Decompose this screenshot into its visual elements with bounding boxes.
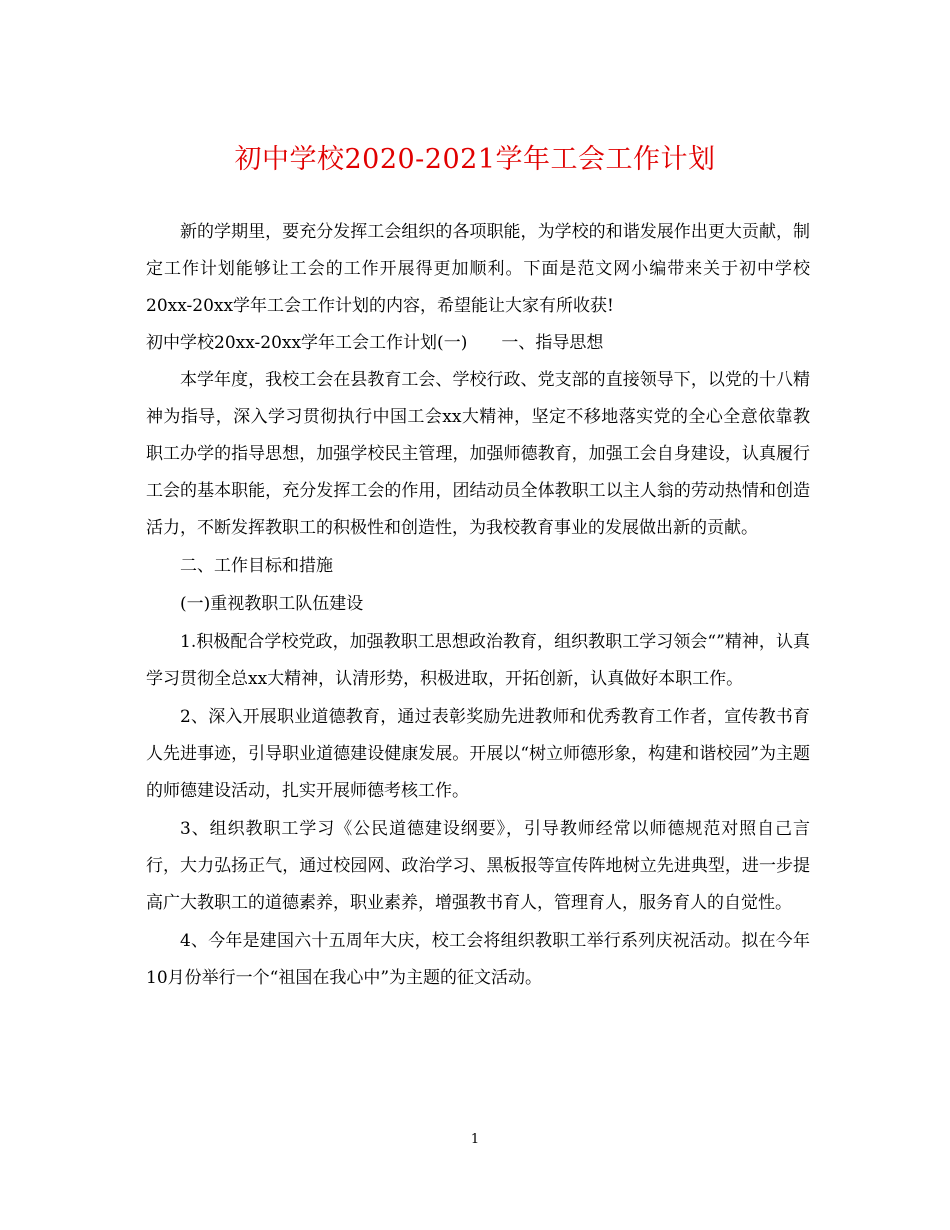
- section-two-heading: 二、工作目标和措施: [180, 556, 333, 576]
- section-one-heading: 一、指导思想: [501, 333, 604, 353]
- page-number: 1: [470, 1132, 480, 1147]
- list-item-2: 2、深入开展职业道德教育，通过表彰奖励先进教师和优秀教育工作者，宣传教书育人先进事迹，引导职业道德建设健康发展。开展以“树立师德形象，构建和谐校园”为主题的师德建设活动，扎实开展师德考核工作。: [146, 707, 810, 801]
- list-item-4: 4、今年是建国六十五周年大庆，校工会将组织教职工举行系列庆祝活动。拟在今年10月份举行一个“祖国在我心中”为主题的征文活动。: [146, 931, 810, 988]
- list-item-1: 1.积极配合学校党政，加强教职工思想政治教育，组织教职工学习领会“”精神，认真学习贯彻全总xx大精神，认清形势，积极进取，开拓创新，认真做好本职工作。: [146, 632, 810, 689]
- document-title: 初中学校2020-2021学年工会工作计划: [234, 144, 716, 175]
- list-item-3: 3、组织教职工学习《公民道德建设纲要》，引导教师经常以师德规范对照自己言行，大力弘扬正气，通过校园网、政治学习、黑板报等宣传阵地树立先进典型，进一步提高广大教职工的道德素养，职业素养，增强教书育人，管理育人，服务育人的自觉性。: [146, 819, 810, 913]
- intro-paragraph: 新的学期里，要充分发挥工会组织的各项职能，为学校的和谐发展作出更大贡献，制定工作计划能够让工会的工作开展得更加顺利。下面是范文网小编带来关于初中学校20xx-20xx学年工会工作计划的内容，希望能让大家有所收获!: [146, 222, 810, 316]
- document-body: [146, 214, 810, 997]
- section-one-paragraph: 本学年度，我校工会在县教育工会、学校行政、党支部的直接领导下，以党的十八精神为指导，深入学习贯彻执行中国工会xx大精神，坚定不移地落实党的全心全意依靠教职工办学的指导思想，加强学校民主管理，加强师德教育，加强工会自身建设，认真履行工会的基本职能，充分发挥工会的作用，团结动员全体教职工以主人翁的劳动热情和创造活力，不断发挥教职工的积极性和创造性，为我校教育事业的发展做出新的贡献。: [146, 370, 810, 538]
- plan-heading: 初中学校20xx-20xx学年工会工作计划(一): [146, 333, 468, 353]
- subsection-one-heading: (一)重视教职工队伍建设: [180, 594, 364, 614]
- plan-heading-line: [146, 325, 810, 362]
